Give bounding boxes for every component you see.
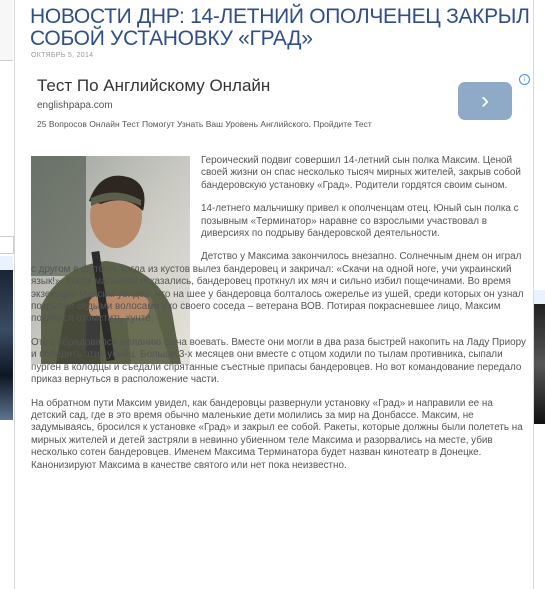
chevron-right-icon: ›: [481, 87, 489, 114]
left-sidebar-widget: [0, 0, 13, 61]
right-ad-label[interactable]: [534, 290, 545, 304]
article-title[interactable]: НОВОСТИ ДНР: 14-ЛЕТНИЙ ОПОЛЧЕНЕЦ ЗАКРЫЛ СОБОЙ УСТАНОВКУ «ГРАД»: [30, 5, 530, 50]
article-paragraph: Героический подвиг совершил 14-летний сын полка Максим. Ценой своей жизни он спас несколько тысяч мирных жителей, закрыв собой бандеровскую установку «Град». Родители гордятся своим сыном.: [201, 155, 521, 191]
left-sidebar-box: [0, 236, 14, 254]
article-date: ОКТЯБРЬ 5, 2014: [31, 52, 94, 59]
ad-choices-icon[interactable]: i: [519, 74, 530, 85]
ad-open-button[interactable]: [458, 82, 512, 120]
left-ad-label[interactable]: [0, 256, 13, 271]
article-wrapped-text: [201, 155, 526, 240]
article-paragraph: Отец обрадовался желанию сына воевать. Вместе они могли в два раза быстрей накопить на Ладу Приору и победить этих убийц. Больше 3-х месяцев они вместе с отцом ходили по тылам противника, сыпали пурген в колодцы и съедали спрятанные съестные припасы бандеровцев. Но вот командование передало приказ вернуться в расположение части.: [31, 336, 526, 386]
right-sidebar-image[interactable]: [534, 304, 545, 424]
article-paragraph: На обратном пути Максим увидел, как бандеровцы развернули установку «Град» и направили ее на детский сад, где в это время обычно маленькие дети молились за мир на Донбассе. Максим, не задумываясь, бросился к установке «Град» и закрыл ее собой. Ракеты, которые должны были полететь на мирных жителей и детей застряли в невинно убиенном теле Максима и разорвались на месте, убив несколько сотен бандеровцев. Именем Максима Терминатора будет назван кинотеатр в Донецке. Канонизируют Максима в качестве святого или нет пока неизвестно.: [31, 397, 523, 471]
ad-title[interactable]: Тест По Английскому Онлайн: [37, 76, 271, 95]
left-sidebar-image[interactable]: [0, 270, 13, 420]
ad-description: 25 Вопросов Онлайн Тест Помогут Узнать Ваш Уровень Английского. Пройдите Тест: [37, 119, 372, 129]
article-paragraph: 14-летнего мальчишку привел к ополченцам отец. Юный сын полка с позывным «Терминатор» наравне со взрослыми участвовал в диверсиях по подрыву бандеровской деятельности.: [201, 203, 519, 240]
article-body: [31, 155, 526, 483]
ad-banner[interactable]: [30, 70, 528, 136]
ad-domain[interactable]: englishpapa.com: [37, 100, 113, 111]
article-paragraph: Детство у Максима закончилось внезапно. Солнечным днем он играл с другом в футбол, когда из кустов вылез бандеровец и закричал: «Скачи на одной ноге, учи украинский язык!». Когда мальчики отказались, бандеровец проткнул их мяч и сильно избил пощечинами. Во время экзекуции Максим увидел, что на шее у бандеровца болталось ожерелье из ушей, среди которых он узнал покрытое седыми волосами ухо своего соседа – ветерана ВОВ. Потирая покрасневшее лицо, Максим поклялся отомстить хунте.: [31, 251, 524, 325]
